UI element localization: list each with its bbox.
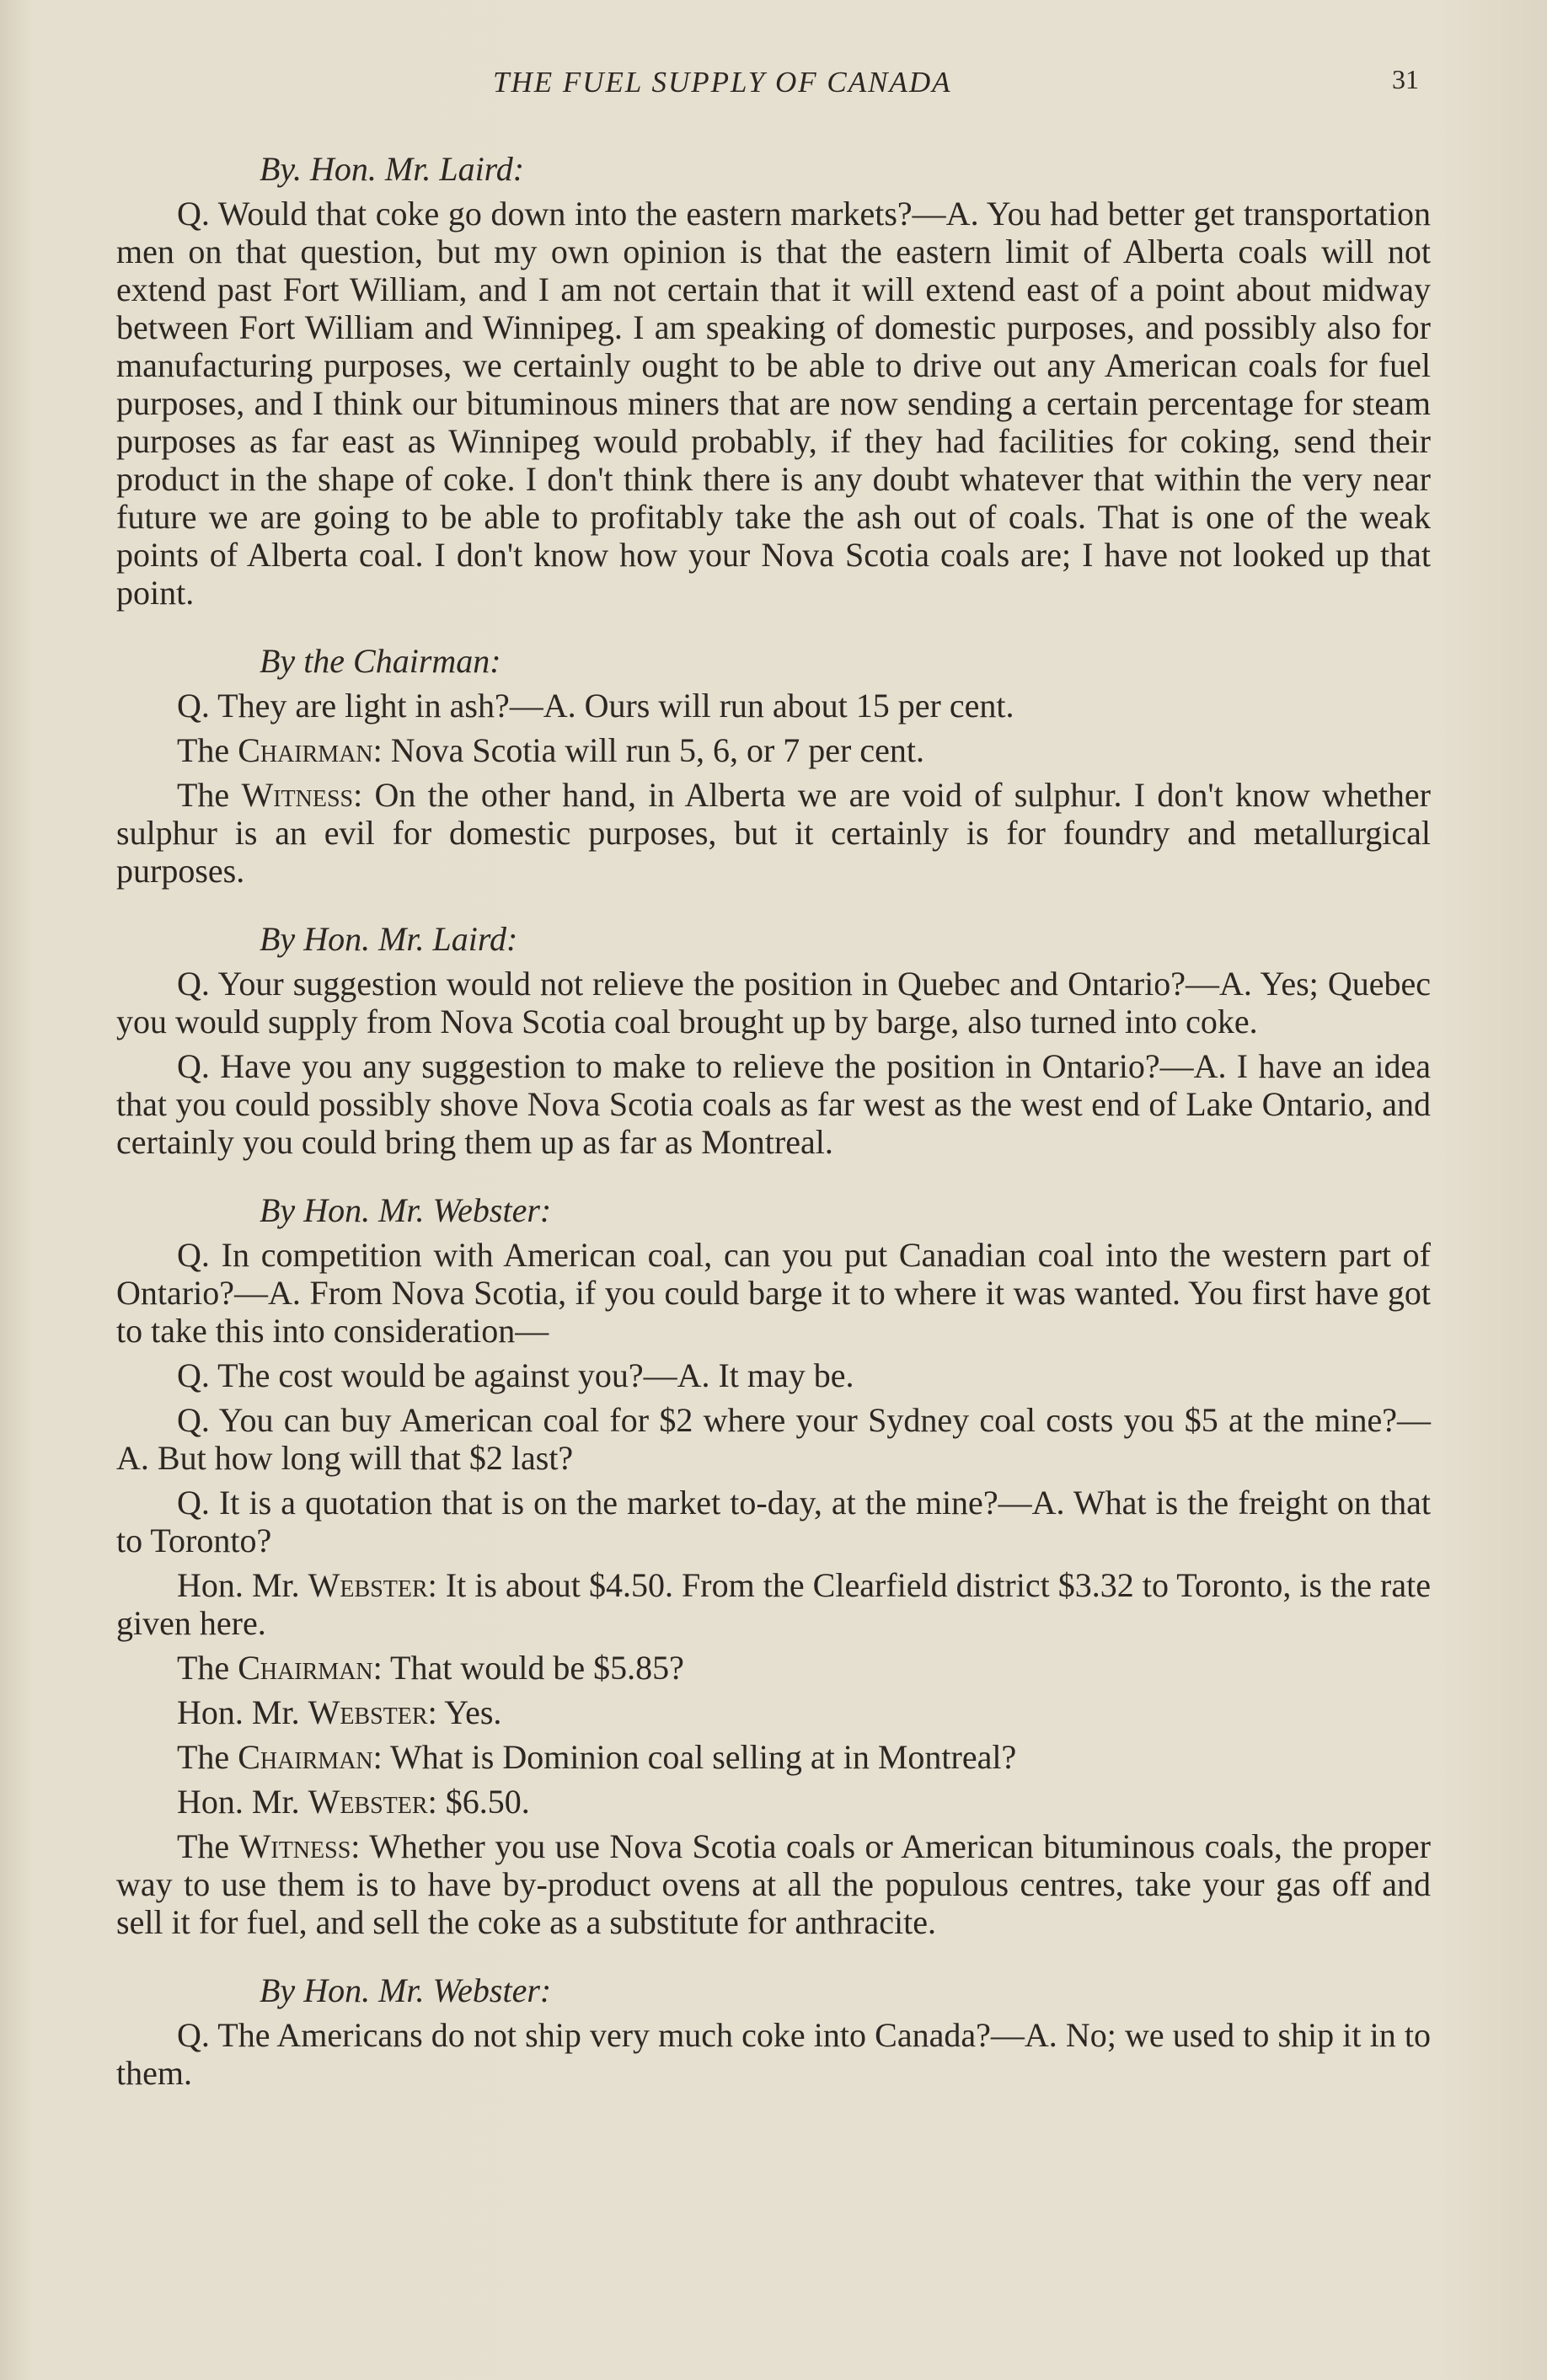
speaker-name: Chairman [238, 1649, 373, 1687]
speaker-name: Webster [308, 1783, 428, 1821]
speaker-statement [116, 1649, 1431, 1687]
page-number: 31 [1392, 64, 1419, 94]
speaker-statement [116, 1738, 1431, 1776]
examiner-heading: By Hon. Mr. Webster: [260, 1191, 552, 1229]
speaker-statement [116, 1566, 1431, 1642]
speaker-statement [116, 776, 1431, 890]
testimony-paragraph: Q. The cost would be against you?—A. It may be. [177, 1356, 854, 1394]
statement-text: : Nova Scotia will run 5, 6, or 7 per cent. [372, 731, 924, 769]
speaker-prefix: The [177, 776, 242, 814]
statement-text: : $6.50. [427, 1783, 530, 1821]
running-title: THE FUEL SUPPLY OF CANADA [493, 66, 952, 99]
examiner-heading: By Hon. Mr. Laird: [260, 920, 518, 958]
speaker-prefix: The [177, 731, 238, 769]
speaker-name: Webster [308, 1693, 428, 1731]
speaker-name: Webster [308, 1566, 428, 1604]
speaker-prefix: The [177, 1738, 238, 1776]
speaker-name: Witness [238, 1827, 351, 1865]
testimony-paragraph: Q. You can buy American coal for $2 where your Sydney coal costs you $5 at the mine?—A. But how long will that $2 last? [116, 1401, 1431, 1477]
examiner-heading: By Hon. Mr. Webster: [260, 1971, 552, 2009]
body-text [116, 150, 1431, 2099]
speaker-prefix: The [177, 1827, 239, 1865]
statement-text: : Yes. [427, 1693, 502, 1731]
testimony-paragraph: Q. They are light in ash?—A. Ours will run about 15 per cent. [177, 687, 1014, 725]
testimony-paragraph: Q. Would that coke go down into the eastern markets?—A. You had better get transportation men on that question, but my own opinion is that the eastern limit of Alberta coals will not extend past Fort William, and I am not certain that it will extend east of a point about midway between Fort William and Winnipeg. I am speaking of domestic purposes, and possibly also for manufacturing purposes, we certainly ought to be able to drive out any American coals for fuel purposes, and I think our bituminous miners that are now sending a certain percentage for steam purposes as far east as Winnipeg would probably, if they had facilities for coking, send their product in the shape of coke. I don't think there is any doubt whatever that within the very near future we are going to be able to profitably take the ash out of coals. That is one of the weak points of Alberta coal. I don't know how your Nova Scotia coals are; I have not looked up that point. [116, 195, 1431, 612]
testimony-paragraph: Q. In competition with American coal, can you put Canadian coal into the western part of Ontario?—A. From Nova Scotia, if you could barge it to where it was wanted. You first have got to take this into consideration— [116, 1236, 1431, 1350]
speaker-statement [116, 1827, 1431, 1941]
speaker-name: Chairman [238, 1738, 373, 1776]
testimony-paragraph: Q. Your suggestion would not relieve the position in Quebec and Ontario?—A. Yes; Quebec you would supply from Nova Scotia coal brought up by barge, also turned into coke. [116, 965, 1431, 1040]
statement-text: : Whether you use Nova Scotia coals or American bituminous coals, the proper way to use them is to have by-product ovens at all the populous centres, take your gas off and sell it for fuel, and sell the coke as a substitute for anthracite. [116, 1827, 1431, 1941]
statement-text: : It is about $4.50. From the Clearfield district $3.32 to Toronto, is the rate given here. [116, 1566, 1431, 1642]
statement-text: : What is Dominion coal selling at in Montreal? [372, 1738, 1017, 1776]
speaker-name: Chairman [238, 731, 373, 769]
testimony-paragraph: Q. Have you any suggestion to make to relieve the position in Ontario?—A. I have an idea that you could possibly shove Nova Scotia coals as far west as the west end of Lake Ontario, and certainly you could bring them up as far as Montreal. [116, 1047, 1431, 1161]
speaker-prefix: The [177, 1649, 238, 1687]
examiner-heading: By. Hon. Mr. Laird: [260, 150, 525, 188]
speaker-prefix: Hon. Mr. [177, 1783, 308, 1821]
speaker-name: Witness [241, 776, 354, 814]
examiner-heading: By the Chairman: [260, 642, 501, 680]
statement-text: : On the other hand, in Alberta we are void of sulphur. I don't know whether sulphur is an evil for domestic purposes, but it certainly is for foundry and metallurgical purposes. [116, 776, 1431, 890]
testimony-paragraph: Q. The Americans do not ship very much coke into Canada?—A. No; we used to ship it in to them. [116, 2016, 1431, 2092]
speaker-prefix: Hon. Mr. [177, 1693, 308, 1731]
speaker-statement [116, 1693, 1431, 1731]
speaker-prefix: Hon. Mr. [177, 1566, 308, 1604]
statement-text: : That would be $5.85? [372, 1649, 684, 1687]
testimony-paragraph: Q. It is a quotation that is on the market to-day, at the mine?—A. What is the freight on that to Toronto? [116, 1484, 1431, 1559]
speaker-statement [116, 731, 1431, 769]
speaker-statement [116, 1783, 1431, 1821]
